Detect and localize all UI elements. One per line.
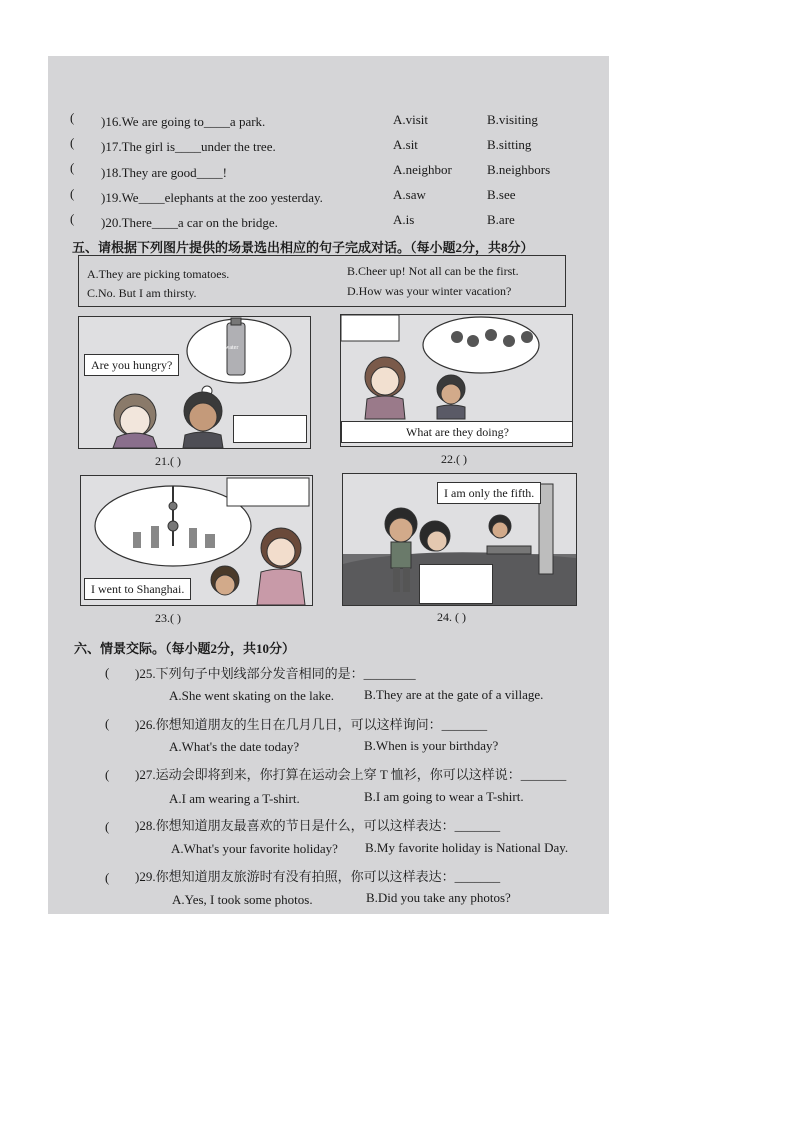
speech-bubble: I went to Shanghai. (84, 578, 191, 600)
option-a: A.Yes, I took some photos. (172, 892, 313, 907)
exam-sheet (48, 56, 609, 914)
question-text: )29.你想知道朋友旅游时有没有拍照，你可以这样表达：_______ (135, 869, 501, 884)
picture-panel-24 (342, 473, 577, 606)
answer-bubble-blank[interactable] (419, 564, 493, 604)
option-b-text: B.Cheer up! Not all can be the first. (347, 264, 519, 278)
option-a: A.What's the date today? (169, 739, 300, 754)
question-text: )26.你想知道朋友的生日在几月几日，可以这样询问：_______ (135, 717, 488, 732)
option-a-text: A.They are picking tomatoes. (87, 267, 230, 281)
picture-panel-21 (78, 316, 311, 449)
part6-heading: 六、情景交际。（每小题2分，共10分） (74, 641, 296, 656)
answer-paren[interactable]: ( (105, 870, 110, 885)
question-text: )25.下列句子中划线部分发音相同的是：________ (135, 666, 416, 681)
option-b: B.are (487, 212, 515, 227)
option-b: B.My favorite holiday is National Day. (365, 840, 569, 855)
answer-paren[interactable]: ( (70, 211, 75, 226)
option-c-text: C.No. But I am thirsty. (87, 286, 197, 300)
option-b: B.see (487, 187, 516, 202)
panel-label-24: 24. ( ) (437, 610, 466, 624)
question-text: )19.We____elephants at the zoo yesterday. (101, 190, 323, 205)
option-b: B.They are at the gate of a village. (364, 687, 544, 702)
speech-bubble: I am only the fifth. (437, 482, 541, 504)
answer-paren[interactable]: ( (105, 819, 110, 834)
answer-paren[interactable]: ( (70, 186, 75, 201)
option-b: B.visiting (487, 112, 538, 127)
option-b: B.neighbors (487, 162, 551, 177)
question-text: )18.They are good____! (101, 165, 227, 180)
option-a: A.What's your favorite holiday? (171, 841, 338, 856)
answer-bubble-blank[interactable] (233, 415, 307, 443)
picture-panel-23 (80, 475, 313, 606)
question-text: )16.We are going to____a park. (101, 114, 266, 129)
option-a: A.is (393, 212, 415, 227)
option-d-text: D.How was your winter vacation? (347, 284, 512, 298)
panel-label-22: 22.( ) (441, 452, 467, 466)
bottle-label: water (225, 345, 239, 351)
answer-paren[interactable]: ( (105, 665, 110, 680)
panel-label-21: 21.( ) (155, 454, 181, 468)
answer-paren[interactable]: ( (70, 135, 75, 150)
speech-bubble: What are they doing? (341, 421, 573, 443)
option-b: B.Did you take any photos? (366, 890, 511, 905)
panel-label-23: 23.( ) (155, 611, 181, 625)
option-a: A.saw (393, 187, 426, 202)
option-a: A.I am wearing a T-shirt. (169, 791, 300, 806)
option-a: A.She went skating on the lake. (169, 688, 334, 703)
question-text: )28.你想知道朋友最喜欢的节日是什么，可以这样表达：_______ (135, 818, 501, 833)
question-text: )27.运动会即将到来，你打算在运动会上穿 T 恤衫，你可以这样说：_______ (135, 767, 567, 782)
option-a: A.neighbor (393, 162, 452, 177)
options-box (78, 255, 566, 307)
answer-paren[interactable]: ( (105, 767, 110, 782)
part5-heading: 五、请根据下列图片提供的场景选出相应的句子完成对话。（每小题2分，共8分） (72, 240, 534, 255)
answer-paren[interactable]: ( (70, 160, 75, 175)
answer-paren[interactable]: ( (70, 110, 75, 125)
option-b: B.sitting (487, 137, 532, 152)
option-b: B.I am going to wear a T-shirt. (364, 789, 524, 804)
option-a: A.sit (393, 137, 418, 152)
answer-paren[interactable]: ( (105, 716, 110, 731)
option-a: A.visit (393, 112, 429, 127)
question-text: )20.There____a car on the bridge. (101, 215, 278, 230)
speech-bubble: Are you hungry? (84, 354, 179, 376)
option-b: B.When is your birthday? (364, 738, 499, 753)
picture-panel-22 (340, 314, 573, 447)
question-text: )17.The girl is____under the tree. (101, 139, 276, 154)
